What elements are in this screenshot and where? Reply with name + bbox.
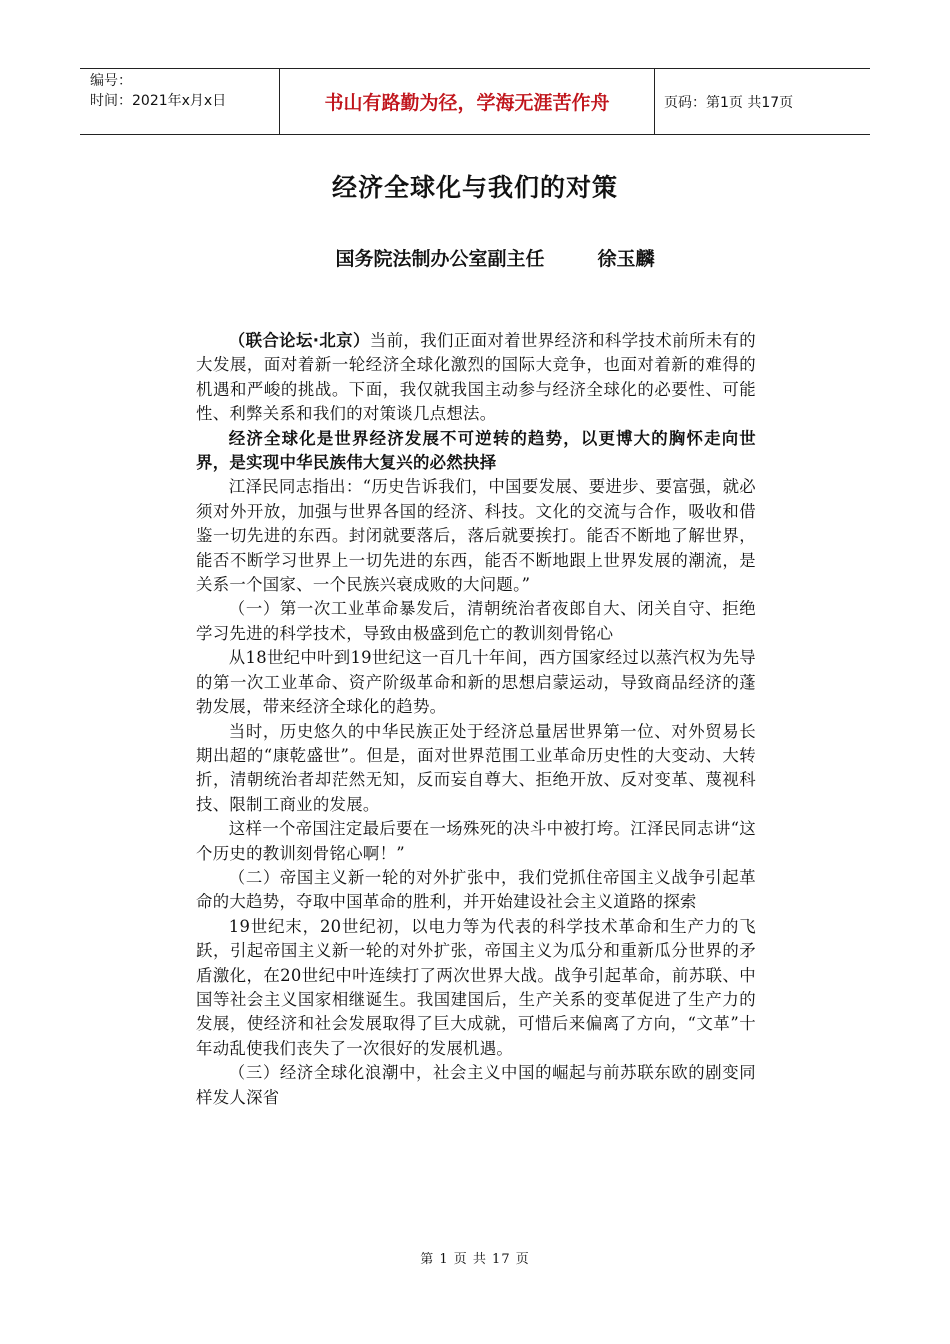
intro-text: 当前，我们正面对着世界经济和科学技术前所未有的大发展，面对着新一轮经济全球化激烈的国际大竞争，也面对着新的难得的机遇和严峻的挑战。下面，我仅就我国主动参与经济全球化的必要性、可能性、利弊关系和我们的对策谈几点想法。 (196, 331, 756, 424)
paragraph: 19世纪末，20世纪初，以电力等为代表的科学技术革命和生产力的飞跃，引起帝国主义新一轮的对外扩张，帝国主义为瓜分和重新瓜分世界的矛盾激化，在20世纪中叶连续打了两次世界大战。战争引起革命，前苏联、中国等社会主义国家相继诞生。我国建国后，生产关系的变革促进了生产力的发展，使经济和社会发展取得了巨大成就，可惜后来偏离了方向，“文革”十年动乱使我们丧失了一次很好的发展机遇。 (196, 916, 756, 1058)
paragraph: 从18世纪中叶到19世纪这一百几十年间，西方国家经过以蒸汽权为先导的第一次工业革命、资产阶级革命和新的思想启蒙运动，导致商品经济的蓬勃发展，带来经济全球化的趋势。 (196, 648, 756, 717)
document-header (80, 68, 870, 135)
subsection-heading: （三）经济全球化浪潮中，社会主义中国的崛起与前苏联东欧的剧变同样发人深省 (196, 1063, 756, 1107)
paragraph-intro (196, 329, 756, 427)
page-footer: 第 1 页 共 17 页 (420, 1252, 530, 1267)
number-label: 编号： (90, 73, 132, 89)
author-line: 国务院法制办公室副主任 徐玉麟 (335, 248, 655, 270)
document-body (196, 329, 756, 1110)
paragraph: 这样一个帝国注定最后要在一场殊死的决斗中被打垮。江泽民同志讲“这个历史的教训刻骨铭心啊！” (196, 819, 756, 863)
header-page-info: 页码：第1页 共17页 (664, 94, 794, 111)
paragraph: 江泽民同志指出：“历史告诉我们，中国要发展、要进步、要富强，就必须对外开放，加强与世界各国的经济、科技。文化的交流与合作，吸收和借鉴一切先进的东西。封闭就要落后，落后就要挨打。能否不断地了解世界，能否不断学习世界上一切先进的东西，能否不断地跟上世界发展的潮流，是关系一个国家、一个民族兴衰成败的大问题。” (196, 477, 756, 595)
date-label: 时间：2021年x月x日 (90, 93, 227, 109)
subsection-heading: （二）帝国主义新一轮的对外扩张中，我们党抓住帝国主义战争引起革命的大趋势，夺取中国革命的胜利，并开始建设社会主义道路的探索 (196, 867, 756, 912)
subsection-heading: （一）第一次工业革命暴发后，清朝统治者夜郎自大、闭关自守、拒绝学习先进的科学技术，导致由极盛到危亡的教训刻骨铭心 (196, 599, 756, 643)
header-motto: 书山有路勤为径，学海无涯苦作舟 (280, 69, 655, 134)
source-lead: （联合论坛·北京） (228, 331, 370, 350)
document-title: 经济全球化与我们的对策 (331, 173, 618, 202)
paragraph: 当时，历史悠久的中华民族正处于经济总量居世界第一位、对外贸易长期出超的“康乾盛世”。但是，面对世界范围工业革命历史性的大变动、大转折，清朝统治者却茫然无知，反而妄自尊大、拒绝开放、反对变革、蔑视科技、限制工商业的发展。 (196, 721, 756, 814)
header-meta (80, 69, 280, 134)
section-heading: 经济全球化是世界经济发展不可逆转的趋势，以更博大的胸怀走向世界，是实现中华民族伟大复兴的必然抉择 (196, 428, 756, 473)
